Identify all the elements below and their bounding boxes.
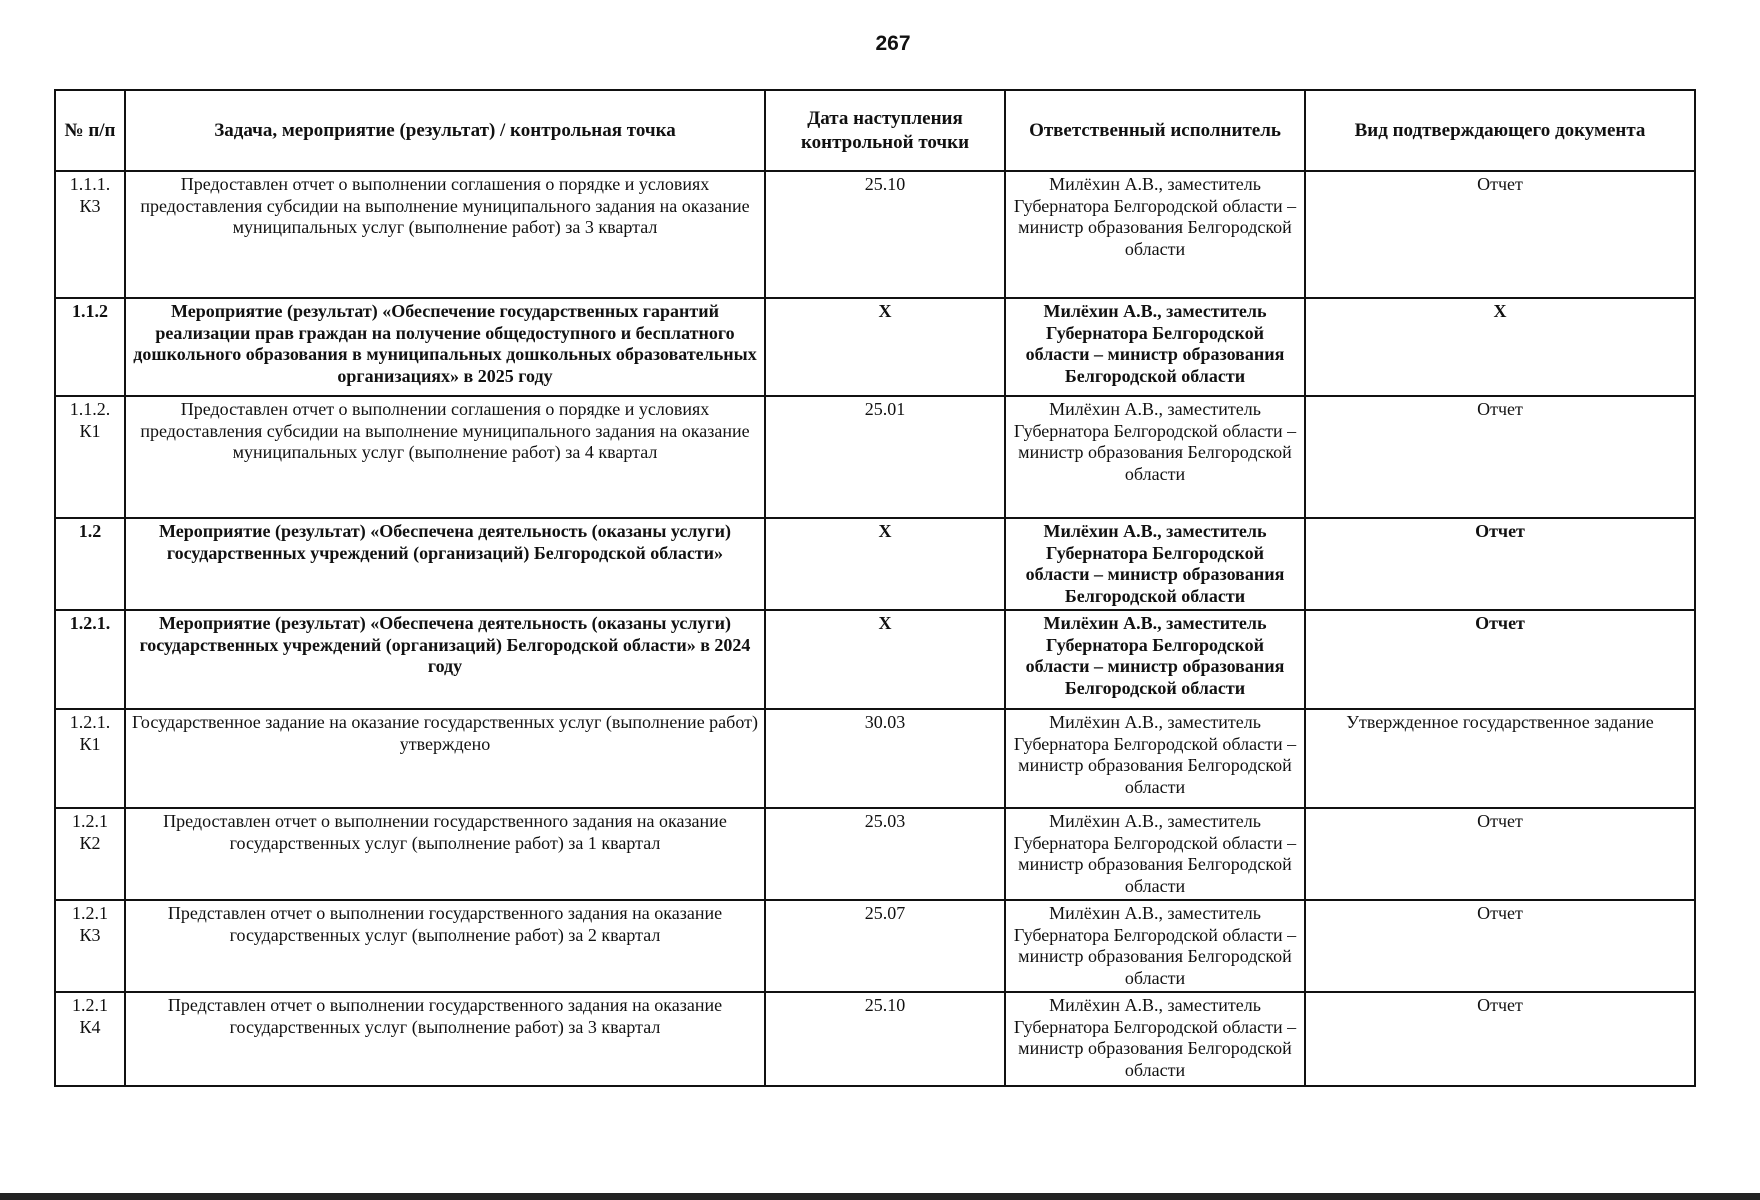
table-row [55,298,1695,396]
row-number: 1.2 [55,518,125,610]
row-responsible: Милёхин А.В., заместитель Губернатора Белгородской области – министр образования Белгородской области [1005,171,1305,298]
row-date: 25.10 [765,171,1005,298]
row-date: Х [765,610,1005,709]
row-responsible: Милёхин А.В., заместитель Губернатора Белгородской области – министр образования Белгородской области [1005,992,1305,1086]
row-document-type: Отчет [1305,992,1695,1086]
table-row [55,396,1695,518]
row-date: 25.01 [765,396,1005,518]
scan-bottom-edge [0,1193,1760,1200]
row-number: 1.2.1. К1 [55,709,125,808]
header-task: Задача, мероприятие (результат) / контрольная точка [125,90,765,171]
row-document-type: Отчет [1305,808,1695,900]
row-date: 30.03 [765,709,1005,808]
row-number: 1.1.2. К1 [55,396,125,518]
row-number: 1.2.1 К4 [55,992,125,1086]
table-row [55,518,1695,610]
row-responsible: Милёхин А.В., заместитель Губернатора Белгородской области – министр образования Белгородской области [1005,900,1305,992]
row-responsible: Милёхин А.В., заместитель Губернатора Белгородской области – министр образования Белгородской области [1005,610,1305,709]
row-task: Представлен отчет о выполнении государственного задания на оказание государственных услуг (выполнение работ) за 2 квартал [125,900,765,992]
row-document-type: Утвержденное государственное задание [1305,709,1695,808]
row-task: Предоставлен отчет о выполнении соглашения о порядке и условиях предоставления субсидии на выполнение муниципального задания на оказание муниципальных услуг (выполнение работ) за 4 квартал [125,396,765,518]
row-date: 25.07 [765,900,1005,992]
header-date: Дата наступления контрольной точки [765,90,1005,171]
row-document-type: Отчет [1305,171,1695,298]
header-responsible: Ответственный исполнитель [1005,90,1305,171]
row-document-type: Отчет [1305,396,1695,518]
row-date: Х [765,518,1005,610]
table-row [55,992,1695,1086]
row-number: 1.1.1. К3 [55,171,125,298]
page-number: 267 [875,32,911,55]
row-responsible: Милёхин А.В., заместитель Губернатора Белгородской области – министр образования Белгородской области [1005,518,1305,610]
table-row [55,610,1695,709]
row-responsible: Милёхин А.В., заместитель Губернатора Белгородской области – министр образования Белгородской области [1005,709,1305,808]
table-row [55,171,1695,298]
row-document-type: Отчет [1305,610,1695,709]
table-row [55,709,1695,808]
control-points-table [54,89,1696,1087]
row-task: Предоставлен отчет о выполнении соглашения о порядке и условиях предоставления субсидии на выполнение муниципального задания на оказание муниципальных услуг (выполнение работ) за 3 квартал [125,171,765,298]
row-responsible: Милёхин А.В., заместитель Губернатора Белгородской области – министр образования Белгородской области [1005,298,1305,396]
row-document-type: Отчет [1305,518,1695,610]
header-number: № п/п [55,90,125,171]
table-header-row [55,90,1695,171]
row-number: 1.2.1 К3 [55,900,125,992]
row-responsible: Милёхин А.В., заместитель Губернатора Белгородской области – министр образования Белгородской области [1005,396,1305,518]
row-number: 1.2.1 К2 [55,808,125,900]
header-document-type: Вид подтверждающего документа [1305,90,1695,171]
row-task: Предоставлен отчет о выполнении государственного задания на оказание государственных услуг (выполнение работ) за 1 квартал [125,808,765,900]
row-number: 1.1.2 [55,298,125,396]
row-date: 25.03 [765,808,1005,900]
row-responsible: Милёхин А.В., заместитель Губернатора Белгородской области – министр образования Белгородской области [1005,808,1305,900]
table-row [55,900,1695,992]
row-task: Государственное задание на оказание государственных услуг (выполнение работ) утверждено [125,709,765,808]
row-date: Х [765,298,1005,396]
row-number: 1.2.1. [55,610,125,709]
row-task: Представлен отчет о выполнении государственного задания на оказание государственных услуг (выполнение работ) за 3 квартал [125,992,765,1086]
table-row [55,808,1695,900]
row-document-type: Отчет [1305,900,1695,992]
row-date: 25.10 [765,992,1005,1086]
row-task: Мероприятие (результат) «Обеспечение государственных гарантий реализации прав граждан на получение общедоступного и бесплатного дошкольного образования в муниципальных дошкольных образовательных организациях» в 2025 году [125,298,765,396]
row-task: Мероприятие (результат) «Обеспечена деятельность (оказаны услуги) государственных учреждений (организаций) Белгородской области» в 2024 году [125,610,765,709]
row-task: Мероприятие (результат) «Обеспечена деятельность (оказаны услуги) государственных учреждений (организаций) Белгородской области» [125,518,765,610]
row-document-type: Х [1305,298,1695,396]
